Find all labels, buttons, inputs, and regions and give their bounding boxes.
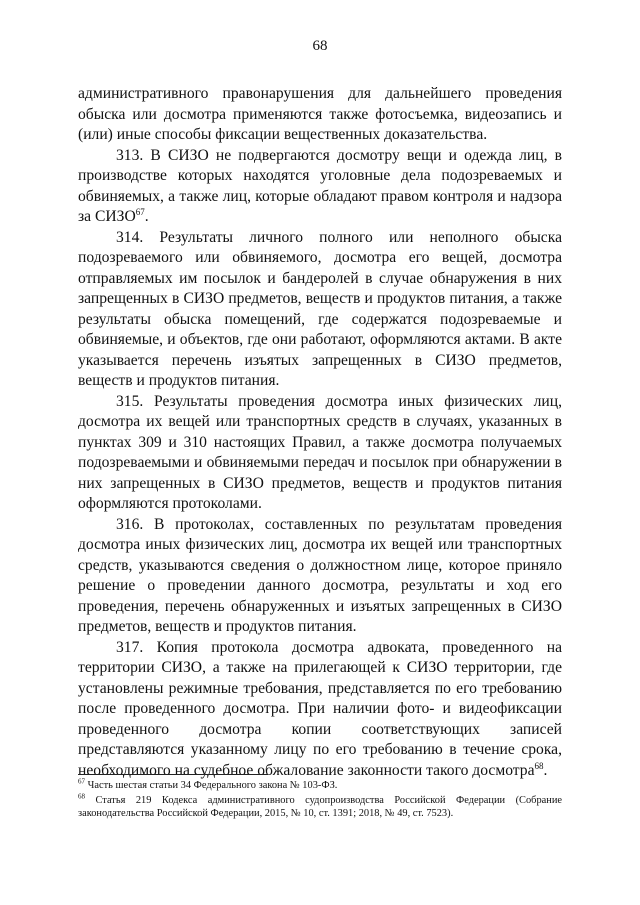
paragraph-317	[78, 638, 562, 782]
footnote-67	[78, 779, 562, 792]
page-number: 68	[312, 38, 328, 54]
footnote-marker: 67	[78, 777, 85, 786]
paragraph-316	[78, 515, 562, 638]
body-text	[78, 84, 562, 781]
paragraph-313	[78, 146, 562, 228]
paragraph-315	[78, 392, 562, 515]
paragraph-continuation	[78, 84, 562, 146]
paragraph-text: 315. Результаты проведения досмотра иных физических лиц, досмотра их вещей или транспортных средств в случаях, указанных в пунктах 309 и 310 настоящих Правил, а также досмотра получаемых подозреваемыми и обвиняемыми передач и посылок при обнаружении в них запрещенных в СИЗО предметов, веществ и продуктов питания оформляются протоколами.	[78, 392, 562, 512]
paragraph-314	[78, 228, 562, 392]
footnote-ref-67[interactable]: 67	[135, 206, 145, 217]
footnote-text: Часть шестая статьи 34 Федерального закона № 103-ФЗ.	[85, 780, 338, 791]
paragraph-text: административного правонарушения для дальнейшего проведения обыска или досмотра применяются также фотосъемка, видеозапись и (или) иные способы фиксации вещественных доказательства.	[78, 85, 562, 143]
paragraph-text: 314. Результаты личного полного или неполного обыска подозреваемого или обвиняемого, досмотра его вещей, досмотра отправляемых им посылок и бандеролей в случае обнаружения в них запрещенных в СИЗО предметов, веществ и продуктов питания, а также результаты обыска помещений, где содержатся подозреваемые и обвиняемые, и объектов, где они работают, оформляются актами. В акте указывается перечень изъятых запрещенных в СИЗО предметов, веществ и продуктов питания.	[78, 228, 562, 389]
paragraph-text: 313. В СИЗО не подвергаются досмотру вещи и одежда лиц, в производстве которых находятся уголовные дела подозреваемых и обвиняемых, а также лиц, которые обладают правом контроля и надзора за СИЗО	[78, 146, 562, 225]
footnote-text: Статья 219 Кодекса административного судопроизводства Российской Федерации (Собрание законодательства Российской Федерации, 2015, № 10, ст. 1391; 2018, № 49, ст. 7523).	[78, 795, 562, 819]
footnote-marker: 68	[78, 792, 85, 801]
paragraph-end-punct: .	[144, 208, 149, 225]
footnotes	[78, 779, 562, 822]
paragraph-text: 317. Копия протокола досмотра адвоката, проведенного на территории СИЗО, а также на прилегающей к СИЗО территории, где установлены режимные требования, представляется по его требованию после проведенного досмотра. При наличии фото- и видеофиксации проведенного досмотра копии соответствующих записей представляются указанному лицу по его требованию в течение срока, необходимого на судебное обжалование законности такого досмотра	[78, 638, 562, 779]
paragraph-text: 316. В протоколах, составленных по результатам проведения досмотра иных физических лиц, досмотра их вещей или транспортных средств, указываются сведения о должностном лице, которое приняло решение о проведении данного досмотра, результаты и ход его проведения, перечень обнаруженных и изъятых запрещенных в СИЗО предметов, веществ и продуктов питания.	[78, 515, 562, 635]
footnote-68	[78, 794, 562, 820]
paragraph-end-punct: .	[543, 761, 548, 779]
footnote-divider	[78, 774, 268, 775]
footnote-ref-68[interactable]: 68	[534, 760, 544, 771]
